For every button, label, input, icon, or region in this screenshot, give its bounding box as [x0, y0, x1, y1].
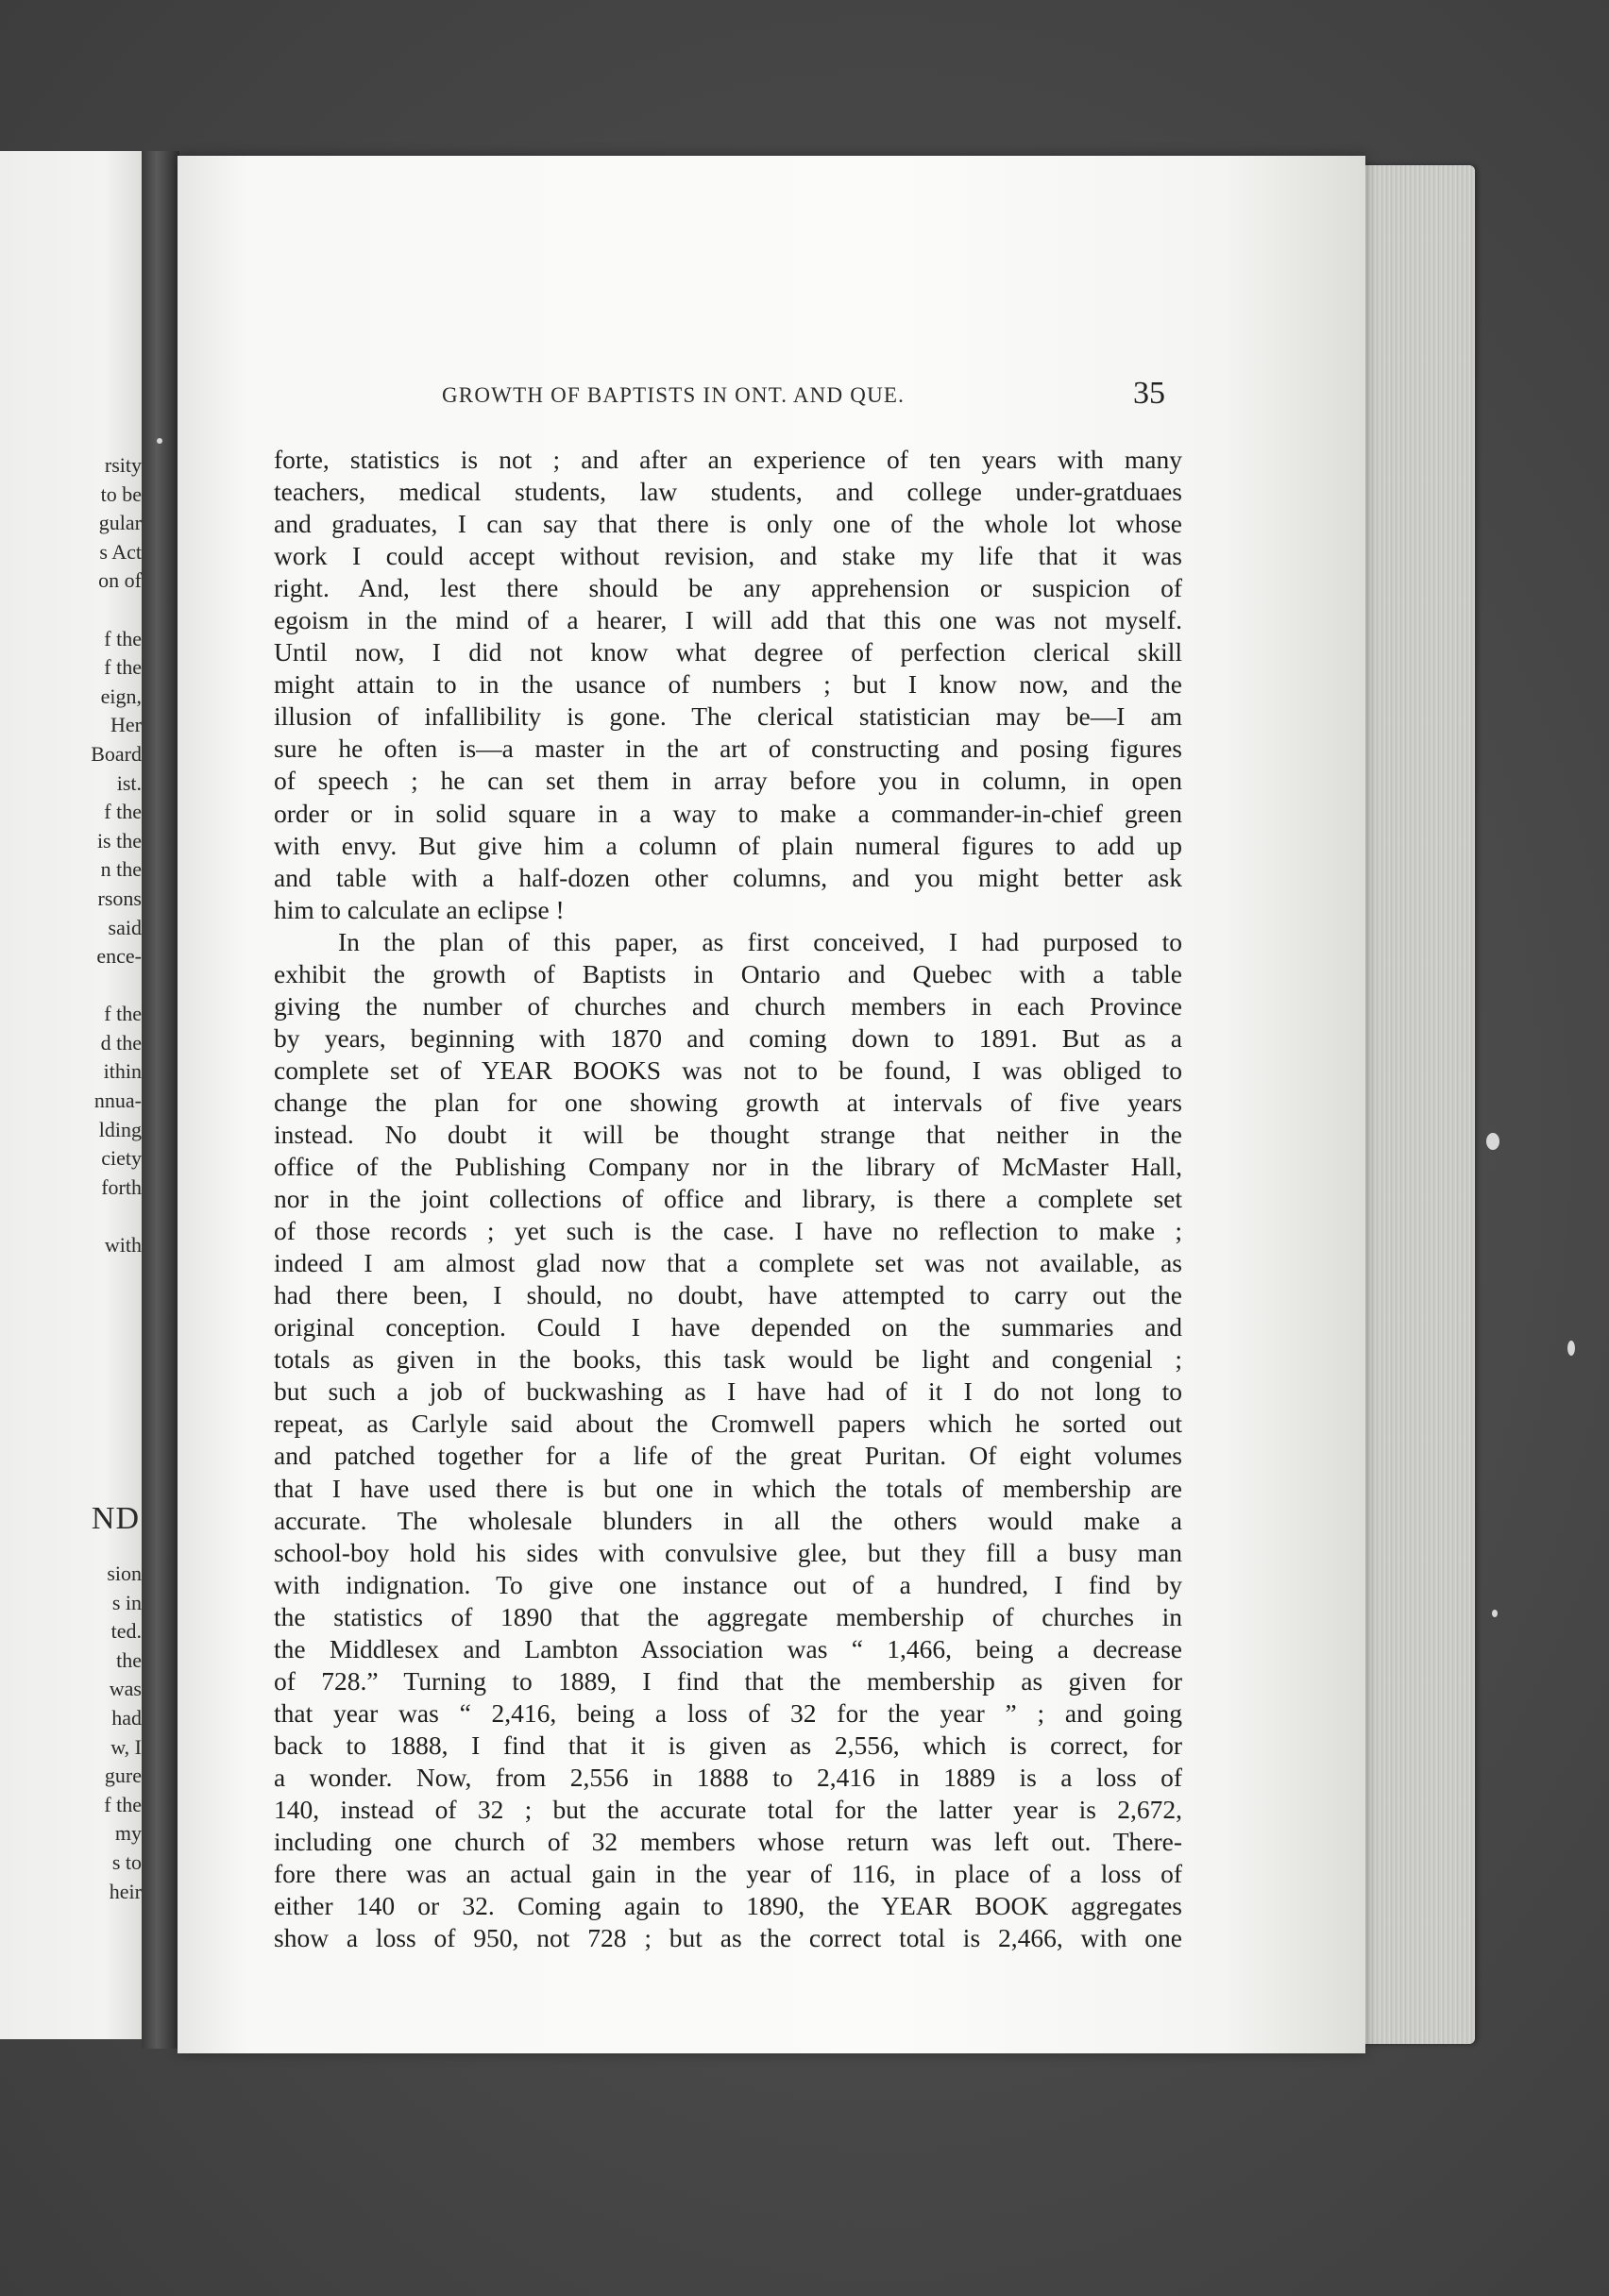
text-line: illusion of infallibility is gone. The clerical statistician may be—I am [274, 701, 1182, 732]
text-line: sure he often is—a master in the art of constructing and posing figures [274, 734, 1182, 764]
text-line: either 140 or 32. Coming again to 1890, the YEAR BOOK aggregates [274, 1891, 1182, 1921]
left-page-line-fragment: f the [104, 655, 142, 680]
left-page-line-fragment [0, 971, 142, 1001]
book-gutter [142, 151, 179, 2049]
text-line: repeat, as Carlyle said about the Cromwell papers which he sorted out [274, 1409, 1182, 1439]
left-page-line-fragment: was [109, 1677, 142, 1701]
text-line: 140, instead of 32 ; but the accurate total for the latter year is 2,672, [274, 1794, 1182, 1824]
text-line: that year was “ 2,416, being a loss of 32 for the year ” ; and going [274, 1697, 1182, 1728]
left-page-line-fragment: on of [98, 568, 142, 593]
text-line: egoism in the mind of a hearer, I will add that this one was not myself. [274, 605, 1182, 635]
text-line: but such a job of buckwashing as I have had of it I do not long to [274, 1376, 1182, 1407]
left-page-line-fragment: lding [98, 1117, 142, 1141]
text-line: totals as given in the books, this task would be light and congenial ; [274, 1344, 1182, 1375]
text-line: with envy. But give him a column of plain numeral figures to add up [274, 830, 1182, 860]
text-line: fore there was an actual gain in the year of 116, in place of a loss of [274, 1859, 1182, 1889]
left-page-heading-fragment: ND [91, 1501, 140, 1536]
left-page-line-fragment: had [111, 1705, 142, 1730]
left-page-upper-lines [0, 451, 142, 1260]
left-page-line-fragment: to be [100, 481, 142, 506]
text-line: including one church of 32 members whose return was left out. There- [274, 1827, 1182, 1857]
text-line: work I could accept without revision, and stake my life that it was [274, 541, 1182, 571]
left-page-line-fragment: my [114, 1821, 142, 1846]
left-page-line-fragment: gular [98, 511, 142, 535]
left-page-line-fragment: ithin [103, 1059, 142, 1084]
text-line: and table with a half-dozen other columns, and you might better ask [274, 862, 1182, 892]
left-page-line-fragment: said [108, 915, 142, 939]
left-page-line-fragment: Her [110, 713, 142, 737]
left-page-line-fragment: s in [111, 1590, 142, 1614]
page-number: 35 [1133, 376, 1165, 411]
text-line: order or in solid square in a way to make a commander-in-chief green [274, 798, 1182, 828]
text-line: by years, beginning with 1870 and coming down to 1891. But as a [274, 1022, 1182, 1053]
text-line: school-boy hold his sides with convulsive glee, but they fill a busy man [274, 1537, 1182, 1567]
text-line: original conception. Could I have depended on the summaries and [274, 1312, 1182, 1342]
text-line: change the plan for one showing growth at intervals of five years [274, 1087, 1182, 1117]
text-line: complete set of YEAR BOOKS was not to be found, I was obliged to [274, 1055, 1182, 1085]
text-line: might attain to in the usance of numbers ; but I know now, and the [274, 669, 1182, 700]
dust-speck [1492, 1610, 1498, 1617]
text-line: office of the Publishing Company nor in the library of McMaster Hall, [274, 1152, 1182, 1182]
text-line: instead. No doubt it will be thought strange that neither in the [274, 1119, 1182, 1149]
dust-speck [1486, 1133, 1499, 1150]
text-line: with indignation. To give one instance out of a hundred, I find by [274, 1569, 1182, 1599]
text-line: had there been, I should, no doubt, have attempted to carry out the [274, 1280, 1182, 1310]
text-line: accurate. The wholesale blunders in all the others would make a [274, 1505, 1182, 1535]
left-page-line-fragment: f the [104, 800, 142, 824]
text-line: the statistics of 1890 that the aggregate membership of churches in [274, 1601, 1182, 1631]
text-line: indeed I am almost glad now that a complete set was not available, as [274, 1248, 1182, 1278]
left-page-line-fragment: forth [101, 1174, 142, 1199]
text-line: Until now, I did not know what degree of perfection clerical skill [274, 637, 1182, 667]
text-line: of those records ; yet such is the case. I have no reflection to make ; [274, 1216, 1182, 1246]
left-page-line-fragment: ence- [96, 944, 142, 969]
left-page-line-fragment: the [116, 1647, 142, 1672]
text-line: of 728.” Turning to 1889, I find that the membership as given for [274, 1665, 1182, 1696]
text-line: and patched together for a life of the great Puritan. Of eight volumes [274, 1441, 1182, 1471]
left-page-line-fragment: s to [111, 1849, 142, 1874]
left-page-line-fragment: w, I [110, 1734, 142, 1759]
text-line: the Middlesex and Lambton Association was “ 1,466, being a decrease [274, 1633, 1182, 1663]
left-page-line-fragment: rsons [97, 886, 142, 910]
text-line: right. And, lest there should be any apprehension or suspicion of [274, 573, 1182, 603]
left-page-line-fragment: f the [104, 1792, 142, 1816]
left-page-line-fragment [0, 596, 142, 625]
text-line: him to calculate an eclipse ! [274, 894, 565, 924]
left-page-line-fragment: s Act [99, 539, 142, 564]
left-page-line-fragment: ciety [101, 1146, 142, 1171]
dust-speck [157, 438, 162, 444]
text-line: show a loss of 950, not 728 ; but as the correct total is 2,466, with one [274, 1923, 1182, 1953]
left-page-line-fragment: f the [104, 626, 142, 650]
running-head: GROWTH OF BAPTISTS IN ONT. AND QUE. [442, 383, 906, 407]
left-page-line-fragment: sion [107, 1562, 142, 1585]
page-edges [1350, 165, 1475, 2044]
left-page-line-fragment [0, 1202, 142, 1231]
text-line: In the plan of this paper, as first conceived, I had purposed to [338, 926, 1182, 956]
left-page-line-fragment: d the [100, 1030, 142, 1055]
left-page-line-fragment: gure [104, 1764, 142, 1788]
left-page-line-fragment: ist. [116, 770, 142, 795]
left-page-line-fragment: Board [91, 741, 142, 766]
text-line: back to 1888, I find that it is given as 2,556, which is correct, for [274, 1730, 1182, 1760]
left-page-line-fragment: ted. [110, 1619, 142, 1644]
text-line: and graduates, I can say that there is only one of the whole lot whose [274, 509, 1182, 539]
dust-speck [1567, 1341, 1575, 1356]
text-line: forte, statistics is not ; and after an experience of ten years with many [274, 445, 1182, 474]
text-line: teachers, medical students, law students, and college under-gratduaes [274, 477, 1182, 507]
left-page-line-fragment: with [104, 1233, 142, 1258]
text-line: giving the number of churches and church members in each Province [274, 990, 1182, 1021]
left-page-line-fragment: eign, [100, 684, 142, 708]
text-line: a wonder. Now, from 2,556 in 1888 to 2,416 in 1889 is a loss of [274, 1762, 1182, 1792]
left-page-line-fragment: rsity [104, 453, 142, 477]
left-page-lower-lines [0, 1560, 142, 1906]
left-page-line-fragment: f the [104, 1002, 142, 1026]
text-line: exhibit the growth of Baptists in Ontario and Quebec with a table [274, 958, 1182, 988]
left-page-line-fragment: is the [96, 828, 142, 853]
body-text [274, 444, 1182, 1954]
left-page-line-fragment: n the [100, 857, 142, 882]
left-page-line-fragment: heir [109, 1879, 142, 1903]
left-page-fragment [0, 151, 149, 2039]
text-line: nor in the joint collections of office and library, is there a complete set [274, 1184, 1182, 1214]
text-line: that I have used there is but one in which the totals of membership are [274, 1473, 1182, 1503]
text-line: of speech ; he can set them in array before you in column, in open [274, 766, 1182, 796]
left-page-line-fragment: nnua- [93, 1089, 142, 1113]
